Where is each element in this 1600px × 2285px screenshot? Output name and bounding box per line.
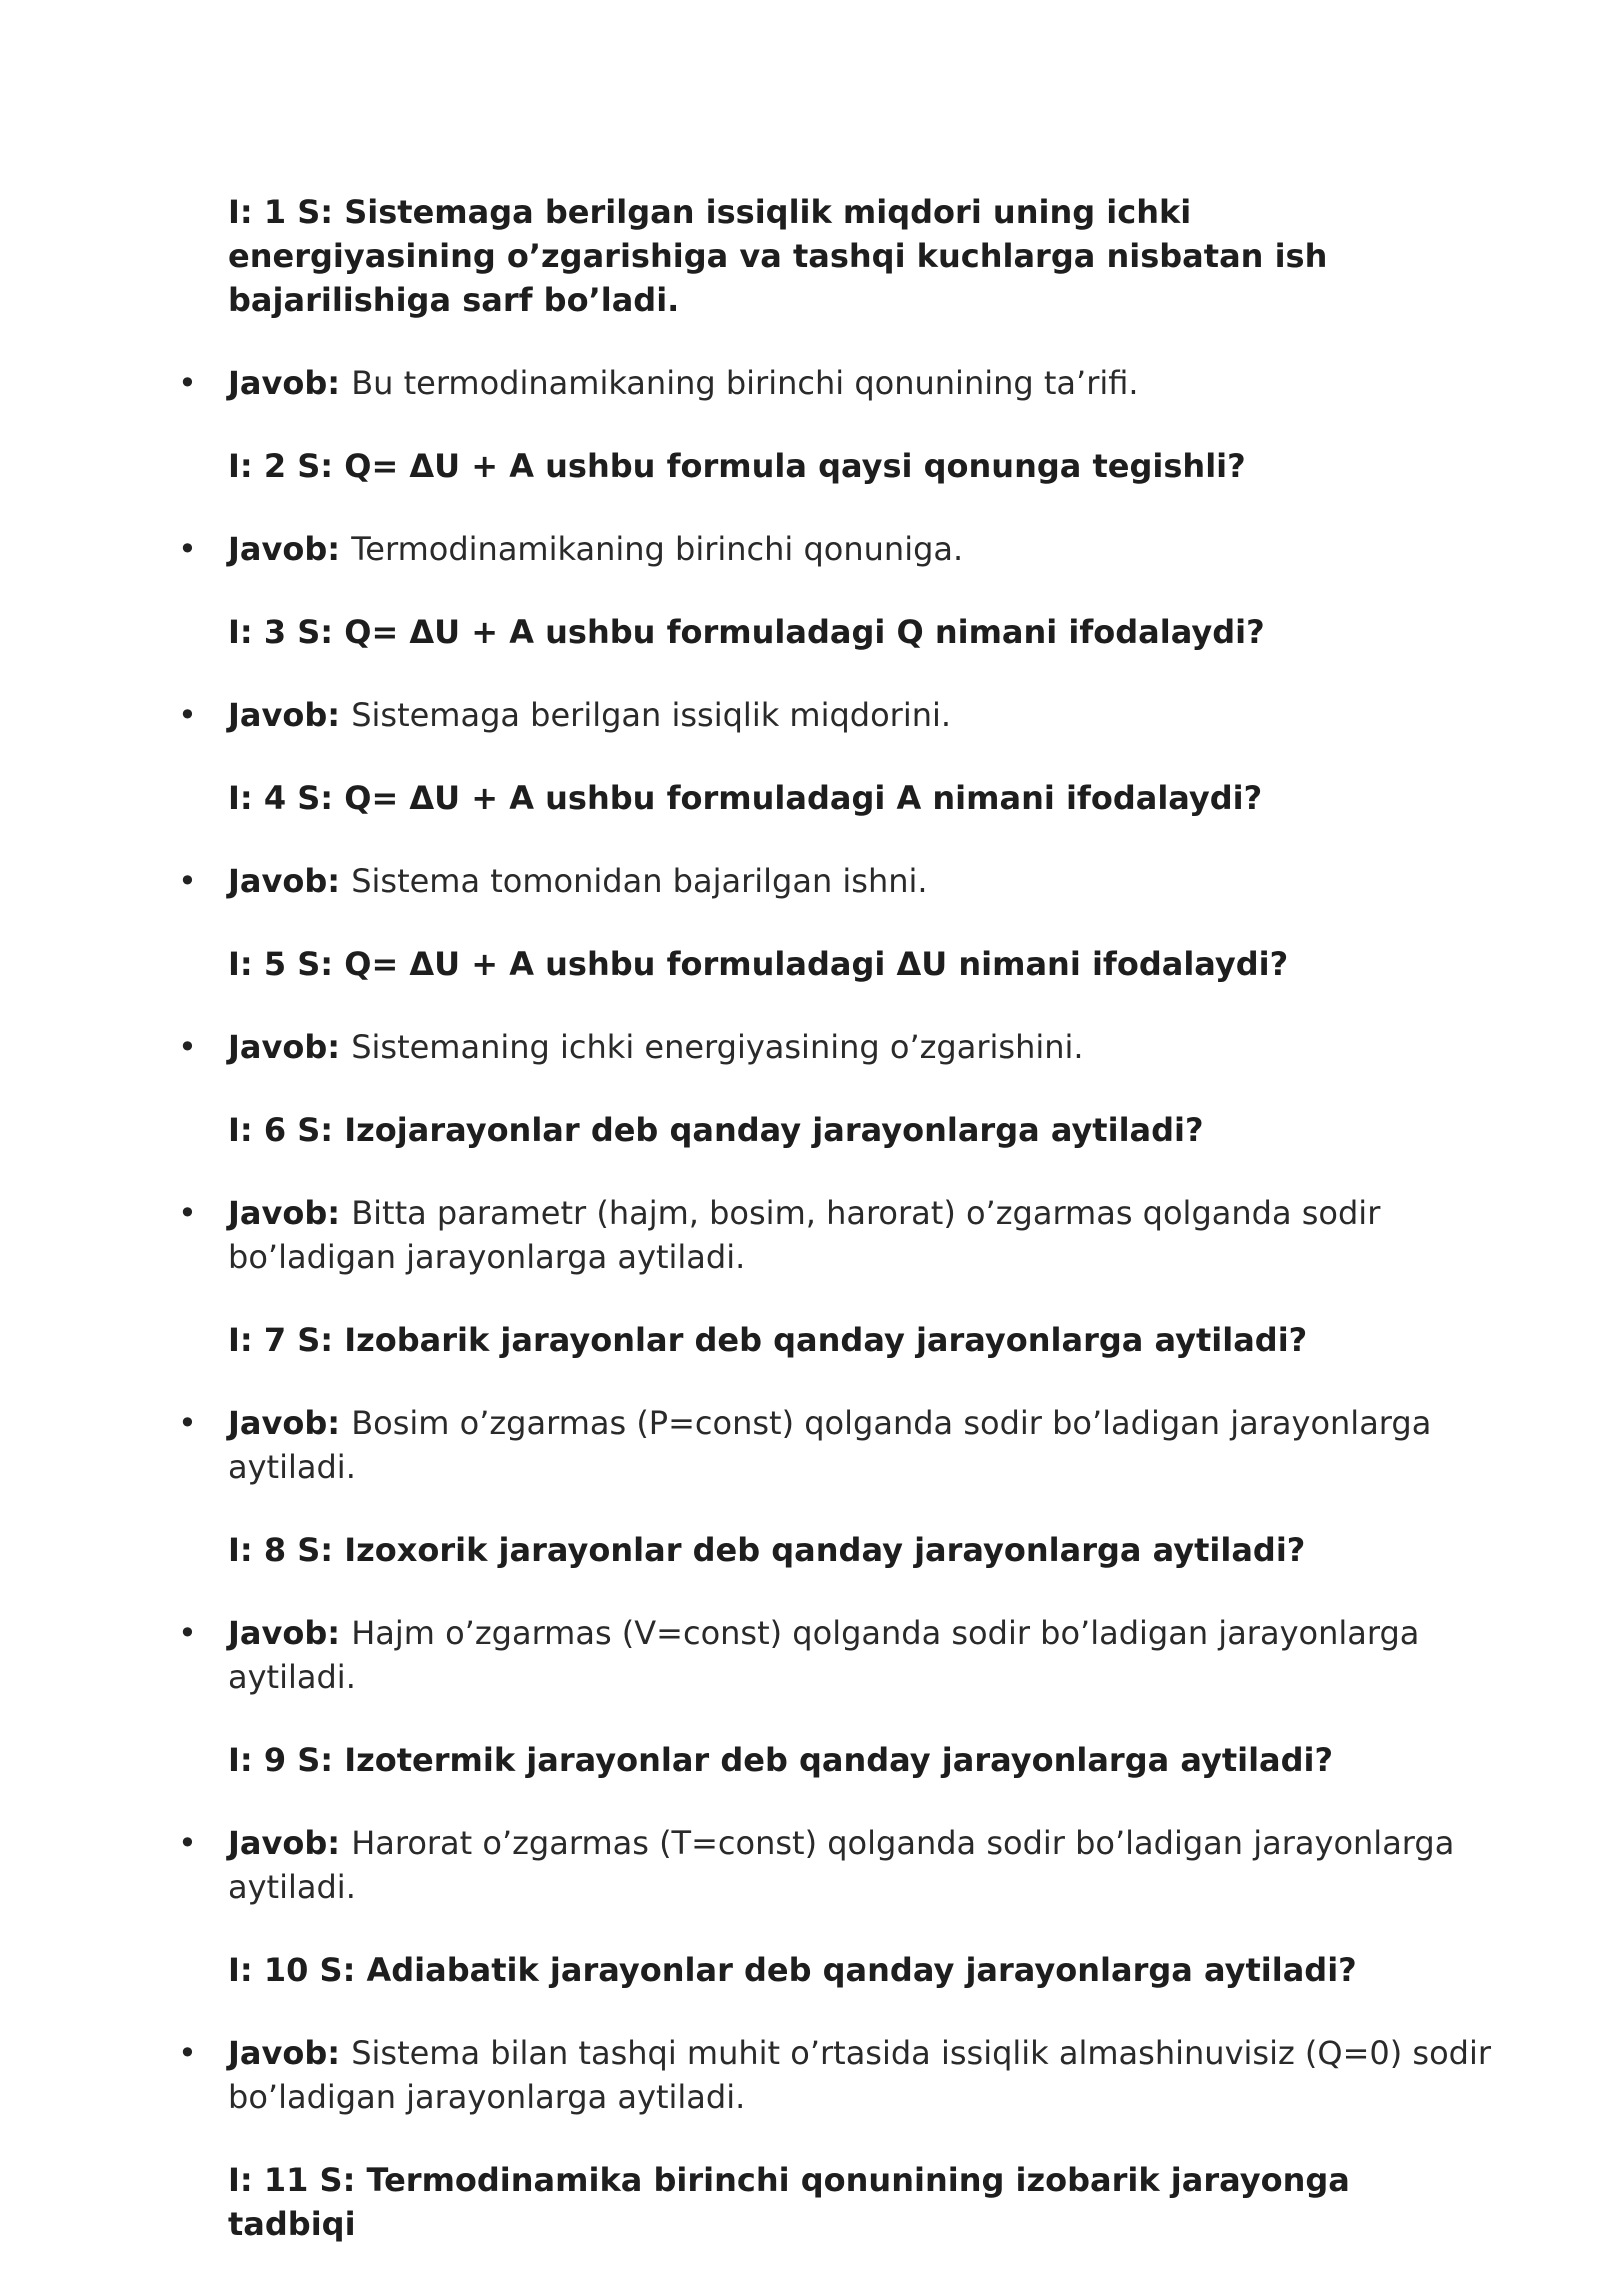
question-6: I: 6 S: Izojarayonlar deb qanday jarayonlarga aytiladi? [228,1111,1204,1149]
answer-4 [178,859,1518,903]
bullet-icon: • [178,364,197,402]
question-4: I: 4 S: Q= ΔU + A ushbu formuladagi A nimani ifodalaydi? [228,779,1263,817]
answer-label: Javob: [228,2034,352,2072]
bullet-icon: • [178,2034,197,2072]
answer-3 [178,693,1518,737]
answer-label: Javob: [228,364,352,402]
bullet-icon: • [178,1194,197,1232]
answer-text: Sistema tomonidan bajarilgan ishni. [351,862,928,900]
bullet-icon: • [178,1404,197,1442]
bullet-icon: • [178,1614,197,1652]
answer-label: Javob: [228,530,352,568]
question-2: I: 2 S: Q= ΔU + A ushbu formula qaysi qonunga tegishli? [228,447,1246,485]
answer-label: Javob: [228,1824,352,1862]
question-7: I: 7 S: Izobarik jarayonlar deb qanday jarayonlarga aytiladi? [228,1321,1308,1359]
answer-label: Javob: [228,1404,352,1442]
bullet-icon: • [178,1028,197,1066]
bullet-icon: • [178,862,197,900]
answer-text: Hajm o’zgarmas (V=const) qolganda sodir bo’ladigan jarayonlarga aytiladi. [228,1614,1420,1696]
answer-text: Sistemaning ichki energiyasining o’zgarishini. [351,1028,1084,1066]
answer-label: Javob: [228,1028,352,1066]
bullet-icon: • [178,696,197,734]
question-10: I: 10 S: Adiabatik jarayonlar deb qanday jarayonlarga aytiladi? [228,1951,1357,1989]
answer-text: Bitta parametr (hajm, bosim, harorat) o’zgarmas qolganda sodir bo’ladigan jarayonlarga aytiladi. [228,1194,1381,1276]
bullet-icon: • [178,530,197,568]
answer-text: Bosim o’zgarmas (P=const) qolganda sodir bo’ladigan jarayonlarga aytiladi. [228,1404,1432,1486]
answer-label: Javob: [228,1614,352,1652]
answer-text: Bu termodinamikaning birinchi qonunining ta’rifi. [351,364,1139,402]
answer-6 [178,1191,1518,1279]
answer-text: Termodinamikaning birinchi qonuniga. [351,530,964,568]
answer-7 [178,1401,1518,1489]
answer-10 [178,2031,1518,2119]
answer-text: Harorat o’zgarmas (T=const) qolganda sodir bo’ladigan jarayonlarga aytiladi. [228,1824,1455,1906]
bullet-icon: • [178,1824,197,1862]
answer-label: Javob: [228,1194,352,1232]
question-5: I: 5 S: Q= ΔU + A ushbu formuladagi ΔU nimani ifodalaydi? [228,945,1289,983]
answer-2 [178,527,1518,571]
answer-text: Sistema bilan tashqi muhit o’rtasida issiqlik almashinuvisiz (Q=0) sodir bo’ladigan jarayonlarga aytiladi. [228,2034,1492,2116]
answer-9 [178,1821,1518,1909]
qa-list [178,190,1528,2285]
question-9: I: 9 S: Izotermik jarayonlar deb qanday jarayonlarga aytiladi? [228,1741,1334,1779]
answer-text: Sistemaga berilgan issiqlik miqdorini. [351,696,952,734]
answer-label: Javob: [228,696,352,734]
answer-5 [178,1025,1518,1069]
answer-label: Javob: [228,862,352,900]
answer-1 [178,361,1518,405]
answer-8 [178,1611,1518,1699]
question-3: I: 3 S: Q= ΔU + A ushbu formuladagi Q nimani ifodalaydi? [228,613,1265,651]
question-1: I: 1 S: Sistemaga berilgan issiqlik miqdori uning ichki energiyasining o’zgarishiga va tashqi kuchlarga nisbatan ish bajarilishiga sarf bo’ladi. [228,193,1328,319]
question-11: I: 11 S: Termodinamika birinchi qonunining izobarik jarayonga tadbiqi [228,2161,1350,2243]
question-8: I: 8 S: Izoxorik jarayonlar deb qanday jarayonlarga aytiladi? [228,1531,1306,1569]
